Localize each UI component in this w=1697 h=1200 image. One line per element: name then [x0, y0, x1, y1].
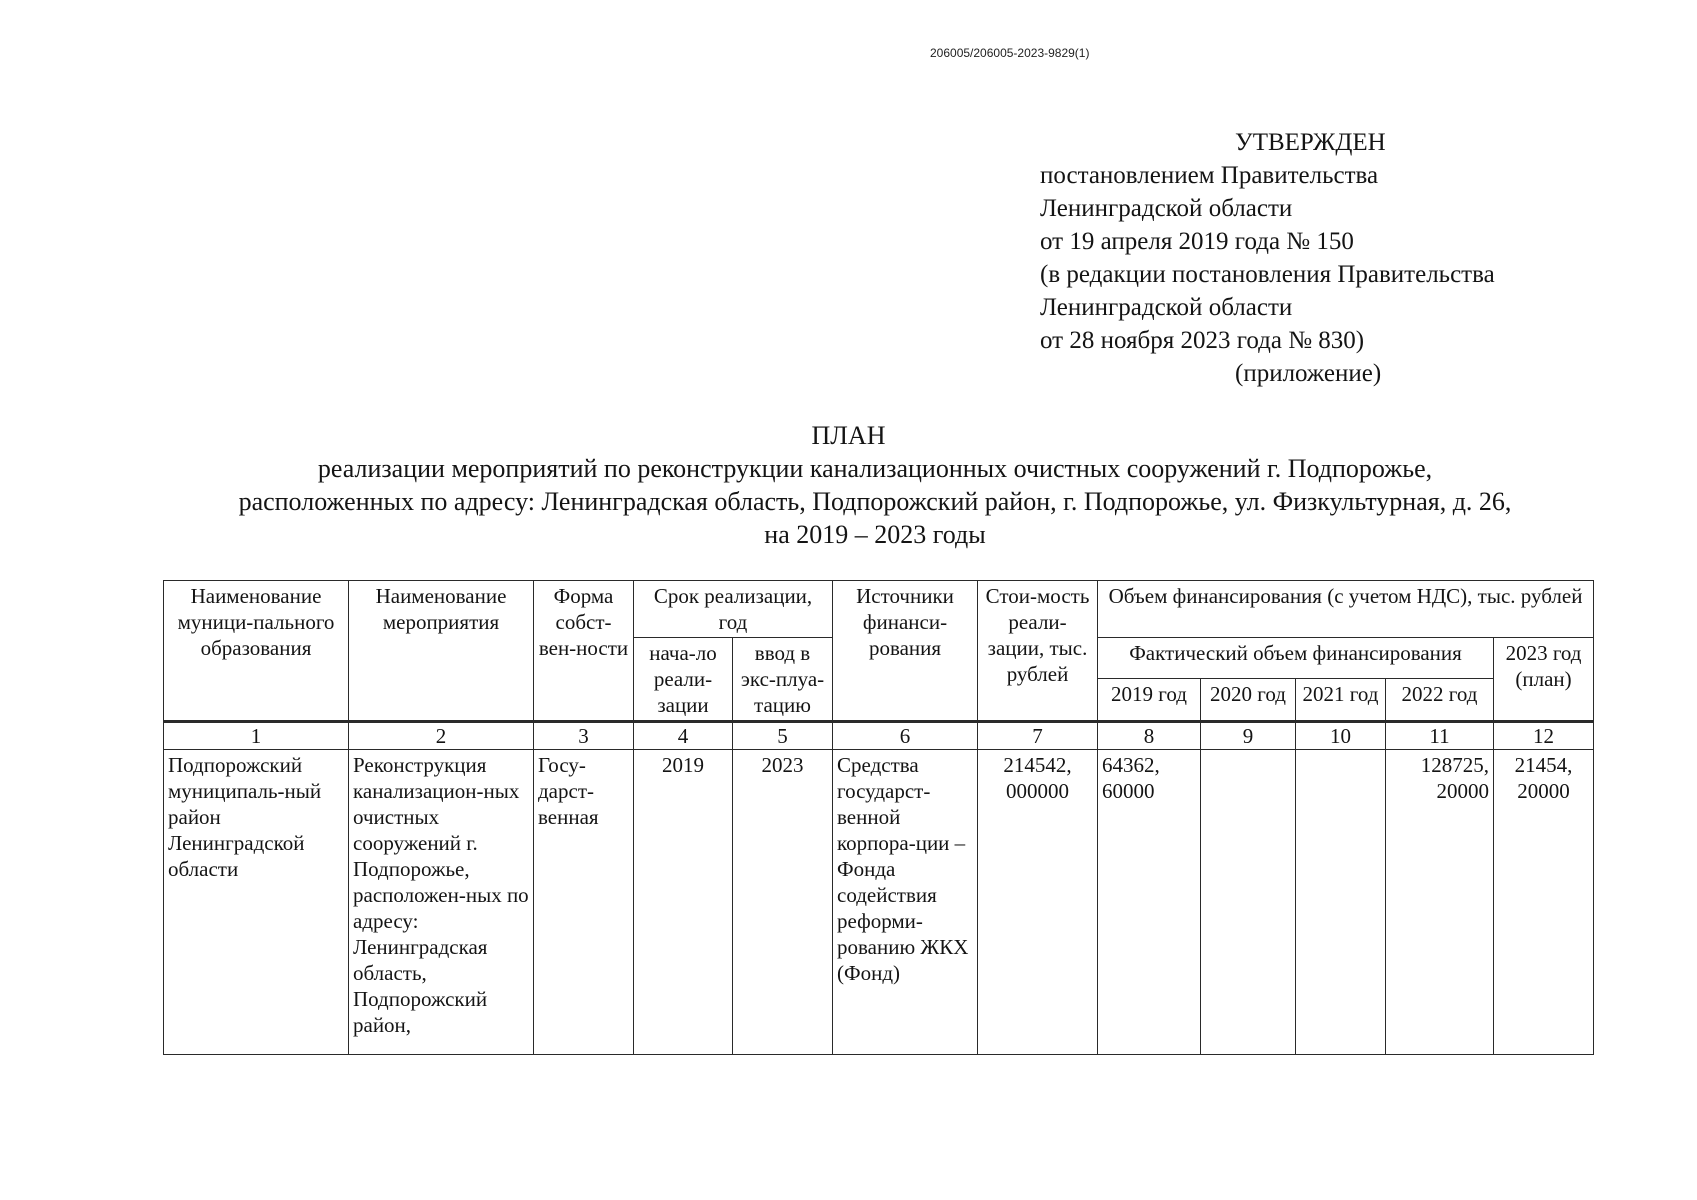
column-number: 5: [733, 722, 833, 750]
header-2021: 2021 год: [1296, 679, 1386, 722]
plan-subtitle-line: на 2019 – 2023 годы: [764, 520, 986, 549]
header-financing: Объем финансирования (с учетом НДС), тыс. рублей: [1098, 581, 1594, 638]
column-number: 12: [1494, 722, 1594, 750]
header-cost: Стои-мость реали-зации, тыс. рублей: [978, 581, 1098, 722]
column-number: 4: [634, 722, 733, 750]
cell-municipality: Подпорожский муниципаль-ный район Ленинградской области: [164, 750, 349, 1055]
column-number: 10: [1296, 722, 1386, 750]
cell-commission-year: 2023: [733, 750, 833, 1055]
table-header: [164, 581, 1594, 722]
table-row: [164, 750, 1594, 1055]
header-measure: Наименование мероприятия: [349, 581, 534, 722]
plan-table: [163, 580, 1594, 1055]
cell-2020: [1201, 750, 1296, 1055]
cell-2022: 128725, 20000: [1386, 750, 1494, 1055]
column-number: 3: [534, 722, 634, 750]
approval-stamp: [1040, 126, 1580, 390]
cell-2021: [1296, 750, 1386, 1055]
approval-title: УТВЕРЖДЕН: [1235, 129, 1386, 156]
header-2022: 2022 год: [1386, 679, 1494, 722]
column-number: 11: [1386, 722, 1494, 750]
cell-sources: Средства государст-венной корпора-ции – Фонда содействия реформи-рованию ЖКХ (Фонд): [833, 750, 978, 1055]
header-ownership: Форма собст-вен-ности: [534, 581, 634, 722]
header-sources: Источники финанси-рования: [833, 581, 978, 722]
cell-cost: 214542, 000000: [978, 750, 1098, 1055]
column-number: 9: [1201, 722, 1296, 750]
header-2020: 2020 год: [1201, 679, 1296, 722]
column-number: 7: [978, 722, 1098, 750]
column-number: 8: [1098, 722, 1201, 750]
column-number: 6: [833, 722, 978, 750]
header-term-commission: ввод в экс-плуа-тацию: [733, 638, 833, 722]
cell-2023: 21454, 20000: [1494, 750, 1594, 1055]
plan-title: ПЛАН: [811, 421, 886, 450]
cell-start-year: 2019: [634, 750, 733, 1055]
plan-subtitle: [150, 452, 1600, 551]
cell-2019: 64362, 60000: [1098, 750, 1201, 1055]
column-number: 2: [349, 722, 534, 750]
column-number: 1: [164, 722, 349, 750]
plan-subtitle-line: расположенных по адресу: Ленинградская область, Подпорожский район, г. Подпорожье, ул. Физкультурная, д. 26,: [238, 487, 1512, 516]
approval-line: постановлением Правительства: [1040, 162, 1379, 189]
header-term: Срок реализации, год: [634, 581, 833, 638]
header-2019: 2019 год: [1098, 679, 1201, 722]
document-registration-number: 206005/206005-2023-9829(1): [930, 46, 1090, 60]
header-actual-financing: Фактический объем финансирования: [1098, 638, 1494, 679]
header-2023-plan: 2023 год (план): [1494, 638, 1594, 722]
approval-line: Ленинградской области: [1040, 294, 1293, 321]
cell-ownership: Госу-дарст-венная: [534, 750, 634, 1055]
header-municipality: Наименование муници-пального образования: [164, 581, 349, 722]
table-body: [164, 750, 1594, 1055]
approval-line: от 28 ноября 2023 года № 830): [1040, 327, 1365, 354]
plan-subtitle-line: реализации мероприятий по реконструкции канализационных очистных сооружений г. Подпорожье,: [317, 454, 1433, 483]
column-numbers: [164, 722, 1594, 750]
approval-line: Ленинградской области: [1040, 195, 1293, 222]
approval-line: (в редакции постановления Правительства: [1040, 261, 1495, 288]
approval-line: от 19 апреля 2019 года № 150: [1040, 228, 1354, 255]
approval-annex: (приложение): [1235, 360, 1382, 387]
header-term-start: нача-ло реали-зации: [634, 638, 733, 722]
cell-measure: Реконструкция канализацион-ных очистных сооружений г. Подпорожье, расположен-ных по адресу: Ленинградская область, Подпорожский район,: [349, 750, 534, 1055]
